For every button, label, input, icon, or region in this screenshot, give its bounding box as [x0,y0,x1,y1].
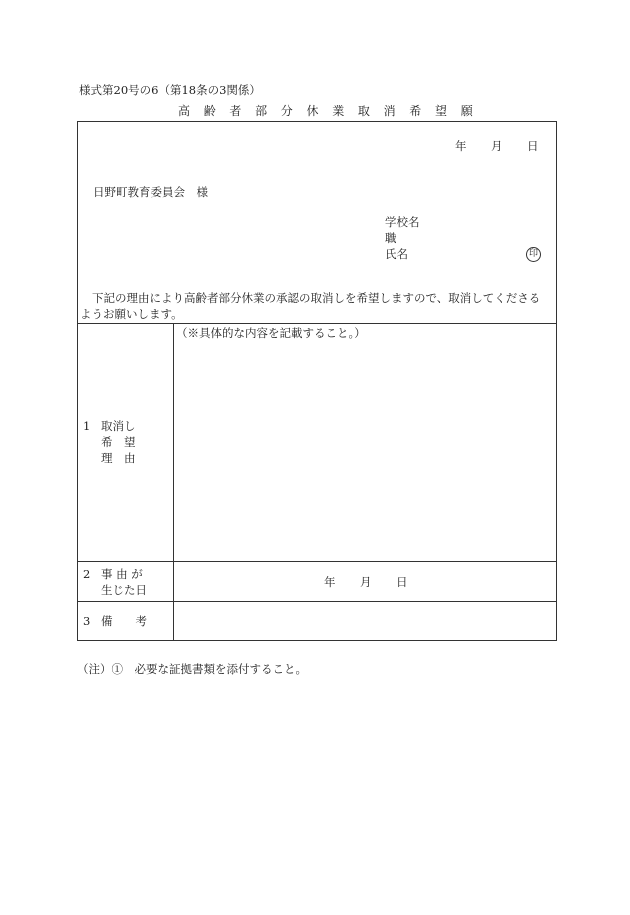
remarks-row-number: 3 [83,614,91,628]
school-name-label: 学校名 [385,215,420,229]
column-divider [173,601,174,641]
request-header-box [77,121,557,324]
request-text-line1: 下記の理由により高齢者部分休業の承認の取消しを希望しますので、取消してくださる [92,291,541,305]
remarks-label: 備 考 [101,614,147,628]
reason-label-line2: 希 望 [101,435,136,449]
position-label: 職 [385,231,397,245]
occurred-label-line1: 事 由 が [101,567,143,581]
remarks-row [77,601,557,641]
reason-label-line1: 取消し [101,419,136,433]
addressee: 日野町教育委員会 様 [93,185,208,199]
reason-row [77,323,557,562]
occurred-month-label: 月 [360,575,372,589]
occurred-day-label: 日 [396,575,408,589]
reason-label-line3: 理 由 [101,451,136,465]
reason-note: （※具体的な内容を記載すること。） [176,326,366,340]
occurred-label-line2: 生じた日 [101,583,147,597]
form-title: 高齢者部分休業取消希望願 [178,104,487,118]
date-day-label: 日 [527,139,539,153]
seal-icon: 印 [526,247,541,262]
occurred-row-number: 2 [83,567,91,581]
footnote: （注）① 必要な証拠書類を添付すること。 [77,662,307,676]
occurred-date-row [77,561,557,602]
request-text-line2: ようお願いします。 [80,307,183,321]
reason-row-number: 1 [83,419,91,433]
applicant-name-label: 氏名 [385,247,408,261]
occurred-year-label: 年 [324,575,336,589]
column-divider [173,561,174,602]
column-divider [173,323,174,562]
date-month-label: 月 [491,139,503,153]
date-year-label: 年 [455,139,467,153]
form-code: 様式第20号の6（第18条の3関係） [79,83,261,97]
